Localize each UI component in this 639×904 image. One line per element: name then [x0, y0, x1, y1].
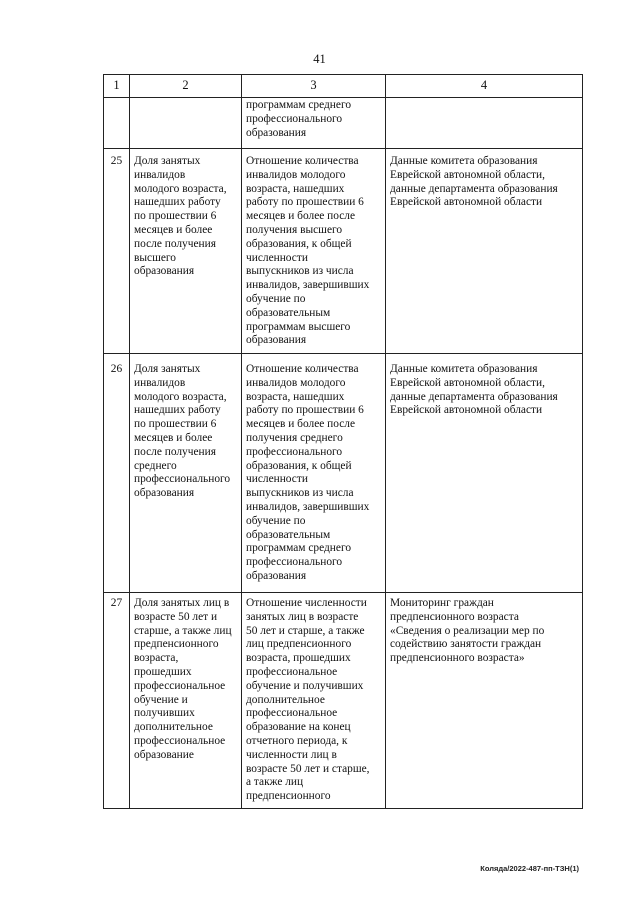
calculation-method: программам среднего профессионального образования: [242, 98, 386, 149]
row-number: 26: [104, 354, 130, 593]
table-header-row: [104, 75, 583, 98]
table-row: [104, 98, 583, 149]
indicator-name: Доля занятых лиц в возрасте 50 лет и старше, а также лиц предпенсионного возраста, прошедших профессиональное обучение и получивших дополнительное профессиональное образование: [130, 593, 242, 809]
column-header-2: 2: [130, 75, 242, 98]
data-source: Мониторинг граждан предпенсионного возраста «Сведения о реализации мер по содействию занятости граждан предпенсионного возраста»: [386, 593, 583, 809]
row-number: 25: [104, 149, 130, 354]
indicator-name: Доля занятых инвалидов молодого возраста, нашедших работу по прошествии 6 месяцев и более после получения высшего образования: [130, 149, 242, 354]
column-header-1: 1: [104, 75, 130, 98]
data-source: Данные комитета образования Еврейской автономной области, данные департамента образования Еврейской автономной области: [386, 149, 583, 354]
table-row: [104, 149, 583, 354]
calculation-method: Отношение численности занятых лиц в возрасте 50 лет и старше, а также лиц предпенсионного возраста, прошедших профессиональное обучение и получивших дополнительное профессиональное образование на конец отчетного периода, к численности лиц в возрасте 50 лет и старше, а также лиц предпенсионного: [242, 593, 386, 809]
calculation-method: Отношение количества инвалидов молодого возраста, нашедших работу по прошествии 6 месяцев и более после получения среднего профессионального образования, к общей численности выпускников из числа инвалидов, завершивших обучение по образовательным программам среднего профессионального образования: [242, 354, 386, 593]
calculation-method: Отношение количества инвалидов молодого возраста, нашедших работу по прошествии 6 месяцев и более после получения высшего образования, к общей численности выпускников из числа инвалидов, завершивших обучение по образовательным программам высшего образования: [242, 149, 386, 354]
indicator-name: Доля занятых инвалидов молодого возраста, нашедших работу по прошествии 6 месяцев и более после получения среднего профессионального образования: [130, 354, 242, 593]
column-header-4: 4: [386, 75, 583, 98]
document-code: Коляда/2022-487-пп-ТЗН(1): [480, 864, 579, 873]
data-source: Данные комитета образования Еврейской автономной области, данные департамента образования Еврейской автономной области: [386, 354, 583, 593]
table-row: [104, 354, 583, 593]
table-row: [104, 593, 583, 809]
column-header-3: 3: [242, 75, 386, 98]
row-number: 27: [104, 593, 130, 809]
data-source: [386, 98, 583, 149]
row-number: [104, 98, 130, 149]
indicators-table: [103, 74, 583, 809]
indicator-name: [130, 98, 242, 149]
page-number: 41: [313, 52, 326, 66]
